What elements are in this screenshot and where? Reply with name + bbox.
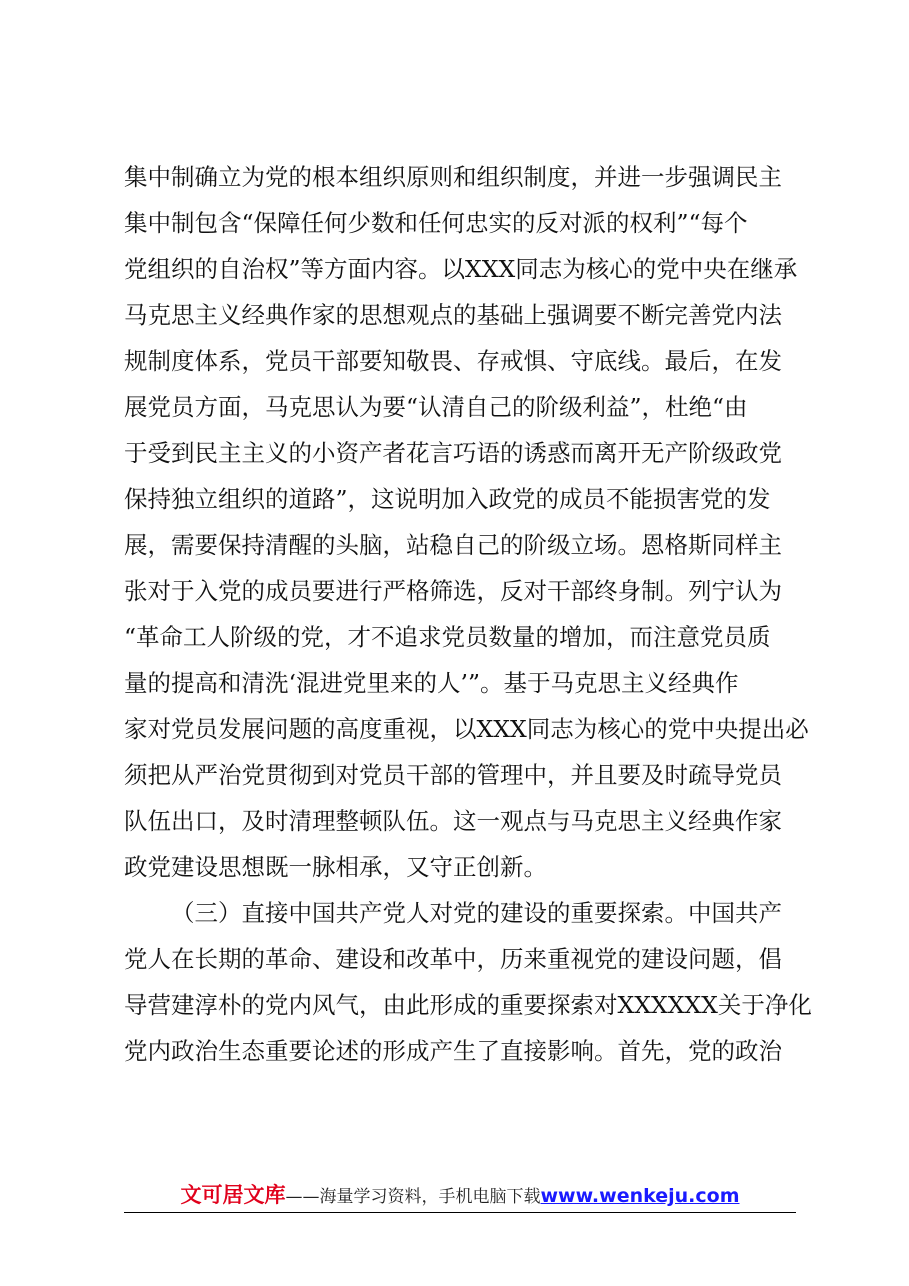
footer-slogan: ——海量学习资料，手机电脑下载 <box>285 1187 541 1207</box>
text-line: 展，需要保持清醒的头脑，站稳自己的阶级立场。恩格斯同样主 <box>124 531 782 559</box>
text-line: 展党员方面，马克思认为要“认清自己的阶级利益”，杜绝“由 <box>124 393 748 421</box>
text-line: 张对于入党的成员要进行严格筛选，反对干部终身制。列宁认为 <box>124 577 782 605</box>
text-line: 队伍出口，及时清理整顿队伍。这一观点与马克思主义经典作家 <box>124 807 782 835</box>
text-line: 家对党员发展问题的高度重视，以XXX同志为核心的党中央提出必 <box>124 715 809 743</box>
section-heading-line: （三）直接中国共产党人对党的建设的重要探索。中国共产 <box>171 899 782 927</box>
footer-brand: 文可居文库 <box>180 1183 286 1207</box>
page-footer <box>124 1180 796 1213</box>
text-line: 于受到民主主义的小资产者花言巧语的诱惑而离开无产阶级政党 <box>124 439 782 467</box>
text-line: 集中制确立为党的根本组织原则和组织制度，并进一步强调民主 <box>124 163 782 191</box>
text-line: 须把从严治党贯彻到对党员干部的管理中，并且要及时疏导党员 <box>124 761 782 789</box>
text-line: 党人在长期的革命、建设和改革中，历来重视党的建设问题，倡 <box>124 945 782 973</box>
text-line: 规制度体系，党员干部要知敬畏、存戒惧、守底线。最后，在发 <box>124 347 782 375</box>
text-line: 导营建淳朴的党内风气，由此形成的重要探索对XXXXXX关于净化 <box>124 991 812 1019</box>
text-line: 党组织的自治权”等方面内容。以XXX同志为核心的党中央在继承 <box>124 255 798 283</box>
text-line: 集中制包含“保障任何少数和任何忠实的反对派的权利”“每个 <box>124 209 748 237</box>
text-line: 党内政治生态重要论述的形成产生了直接影响。首先，党的政治 <box>124 1037 782 1065</box>
text-line: 政党建设思想既一脉相承，又守正创新。 <box>124 853 547 881</box>
text-line: “革命工人阶级的党，才不追求党员数量的增加，而注意党员质 <box>124 623 771 651</box>
text-line: 马克思主义经典作家的思想观点的基础上强调要不断完善党内法 <box>124 301 782 329</box>
body-text <box>124 154 824 1074</box>
text-line: 量的提高和清洗‘混进党里来的人’”。基于马克思主义经典作 <box>124 669 739 697</box>
footer-link[interactable]: www.wenkeju.com <box>540 1185 740 1207</box>
text-line: 保持独立组织的道路”，这说明加入政党的成员不能损害党的发 <box>124 485 771 513</box>
